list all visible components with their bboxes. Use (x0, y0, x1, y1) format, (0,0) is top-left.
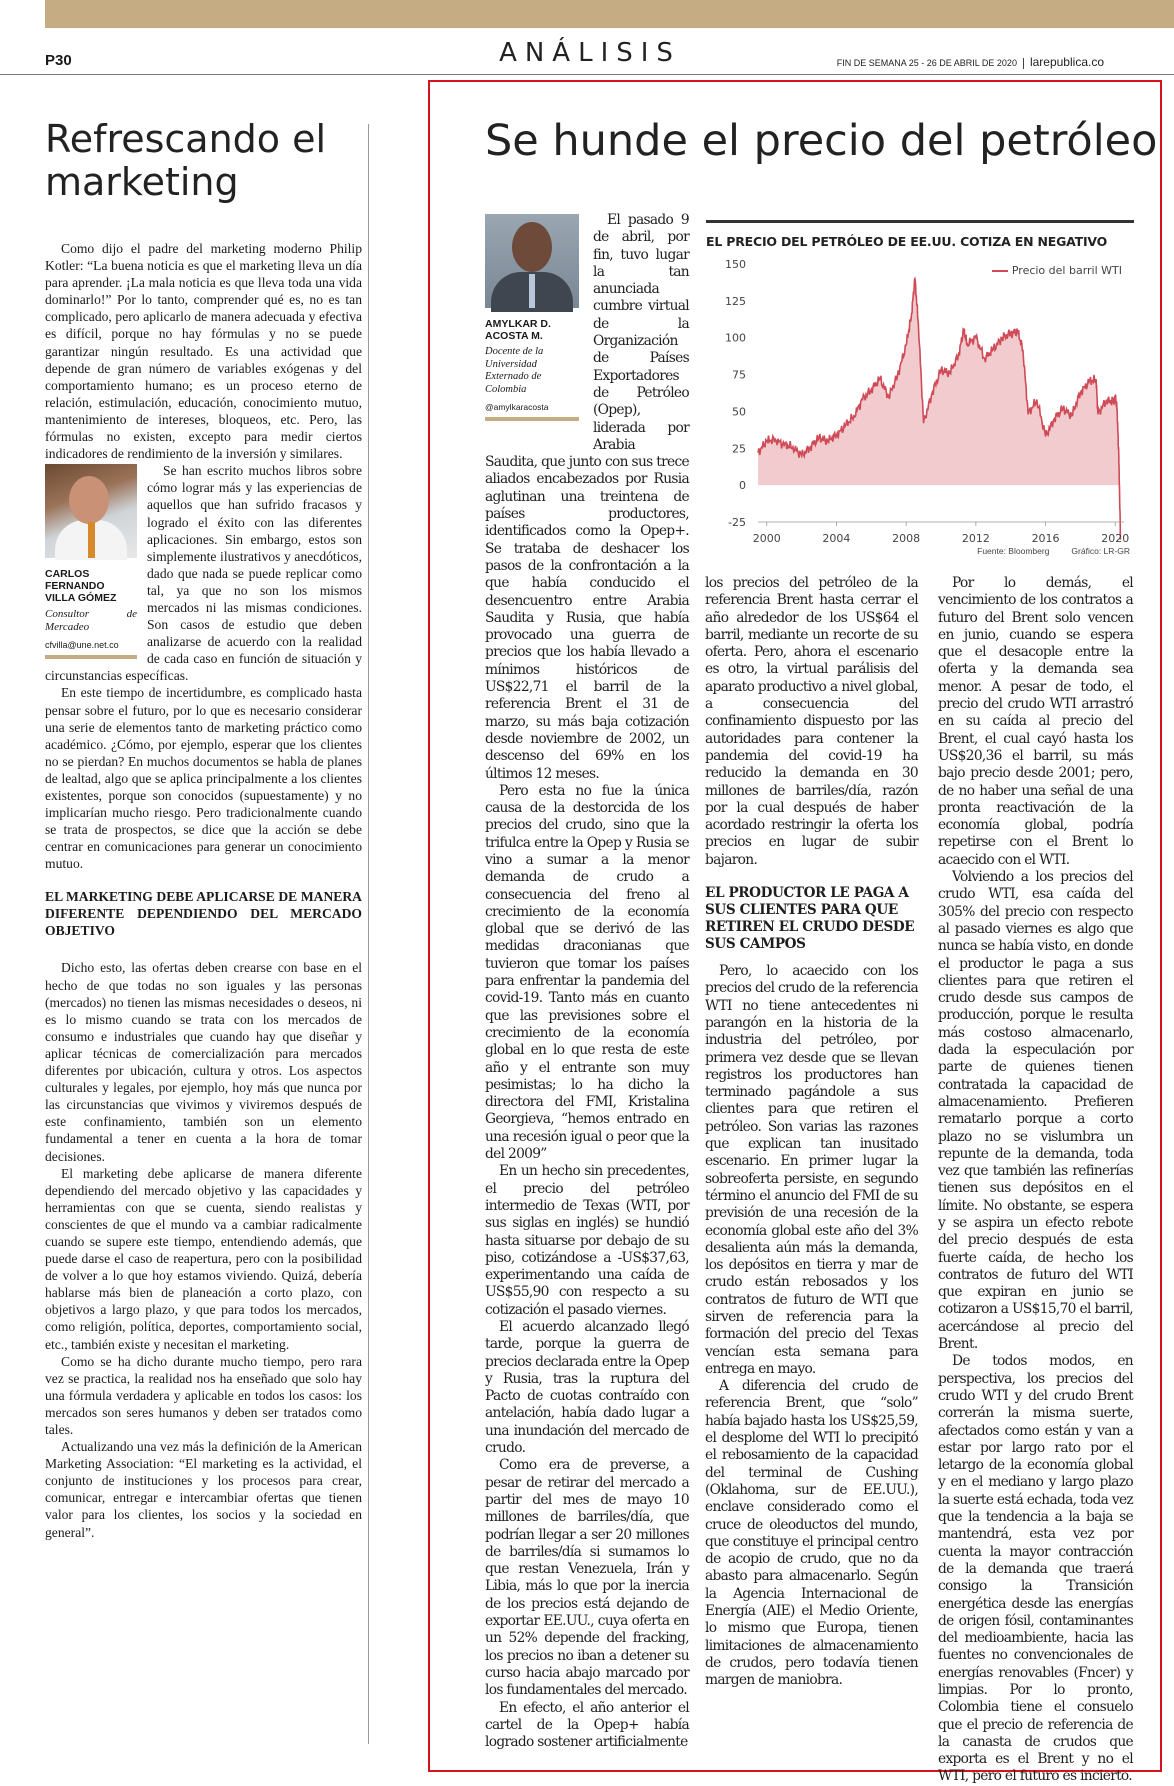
chart-top-rule (706, 220, 1134, 223)
right-subheading: EL PRODUCTOR LE PAGA A SUS CLIENTES PARA QUE RETIREN EL CRUDO DESDE SUS CAMPOS (705, 885, 915, 953)
left-author-box (45, 464, 137, 659)
paragraph: Como se ha dicho durante mucho tiempo, pero rara vez se practica, la realidad nos ha enseñado que solo hay una fórmula verdadera y aplicable en todos los casos: los mercados son seres humanos y deben ser tratados como tales. (45, 1353, 362, 1437)
author-accent-bar (45, 655, 137, 659)
paragraph: los precios del petróleo de la referencia Brent hasta cerrar el año alrededor de los US$64 el barril, mediante un recorte de su oferta. Pero, ahora el escenario es otro, la virtual parálisis del aparato productivo a nivel global, a consecuencia del confinamiento dispuesto por las autoridades para contener la pandemia del covid-19 ha reducido la demanda en 30 millones de barriles/día, razón por la cual después de haber acordado restringir la oferta los precios en lugar de subir bajaron. (705, 575, 918, 868)
y-tick-label: 100 (725, 331, 746, 345)
author-name: AMYLKAR D. ACOSTA M. (485, 318, 551, 342)
left-article-title: Refrescando el marketing (45, 117, 327, 204)
paragraph: El marketing debe aplicarse de manera diferente dependiendo del mercado objetivo y las capacidades y herramientas con que se cuenta, siendo realistas y conscientes de que el mundo va a cambiar radicalmente cuando se supere este tiempo, entendiendo además, que puede darse el caso de reapertura, pero con la posibilidad de volver a lo que hoy estamos viviendo. Quizá, debería hablarse más bien de planeación a corto plazo, con objetivos a largo plazo, y que para todos los mercados, como religión, política, deportes, comportamiento social, etc., también existe y necesitan el marketing. (45, 1165, 362, 1352)
paragraph: Por lo demás, el vencimiento de los contratos a futuro del Brent solo vencen en junio, cuando se espera que el desacople entre la oferta y la demanda sea menor. A pesar de todo, el precio del crudo WTI arrastró en su caída al precio del Brent, el cual cayó hasta los US$20,36 el barril, su más bajo precio desde 2001; pero, de no haber una señal de una pronta reactivación de la economía global, podría repetirse con el Brent lo acaecido con el WTI. (938, 575, 1133, 868)
right-article-column-3 (938, 575, 1133, 1785)
chart-source (977, 546, 1130, 556)
y-tick-label: -25 (728, 516, 746, 529)
page-number: P30 (45, 52, 72, 69)
chart-source-text: Fuente: Bloomberg (977, 546, 1050, 556)
x-tick-label: 2000 (752, 532, 781, 545)
x-tick-label: 2020 (1101, 532, 1130, 545)
paragraph: El pasado 9 de abril, por fin, tuvo lugar la tan anunciada cumbre virtual de la Organización de Países Exportadores de Petróleo (Opep), liderada por Arabia Saudita, que junto con sus trece aliados encabezados por Rusia aglutinan una treintena de países productores, identificados como la Opep+. Se trataba de deshacer los pasos de la confrontación a la que había conducido el desencuentro entre Arabia Saudita y Rusia, que había provocado una guerra de precios que los había llevado a mínimos históricos de US$22,71 el barril de la referencia Brent el 31 de marzo, su más baja cotización desde noviembre de 2002, un descenso del 69% en los últimos 12 meses. (485, 212, 689, 782)
paragraph: En este tiempo de incertidumbre, es complicado hasta pensar sobre el futuro, por lo que es necesario considerar una serie de elementos tanto de marketing práctico como académico. ¿Cómo, por ejemplo, esperar que los clientes no se pierdan? En muchos documentos se habla de planes de lealtad, algo que se aplica principalmente a los clientes existentes, porque son conocidos (supuestamente) y no implicarían mucho riesgo. Pero tradicionalmente cuando se trata de prospectos, se dice que la acción se debe centrar en comunicaciones para generar un conocimiento mutuo. (45, 685, 362, 872)
x-tick-label: 2008 (892, 532, 921, 545)
paragraph: Volviendo a los precios del crudo WTI, esa caída del 305% del precio con respecto al pasado viernes es algo que nunca se había visto, en donde el productor le paga a sus clientes para que retiren el crudo desde sus campos de producción, porque le resulta más costoso almacenarlo, dada la especulación por parte de quienes tienen contratada la capacidad de almacenamiento. Prefieren rematarlo porque a corto plazo no se vislumbra un repunte de la demanda, toda vez que también las refinerías tienen sus depósitos en el límite. No obstante, se espera y se aspira un efecto rebote del precio después de esta fuerte caída, de hecho los contratos de futuro del WTI que expiran en junio se cotizaron a US$15,70 el barril, acercándose al precio del Brent. (938, 869, 1133, 1353)
issue-date: FIN DE SEMANA 25 - 26 DE ABRIL DE 2020 (836, 58, 1017, 68)
paragraph: Dicho esto, las ofertas deben crearse con base en el hecho de que todas no son iguales y las personas (mercados) no tienen las mismas necesidades o deseos, ni es lo mismo cuando se trata con los mercados de consumo e industriales que cuando hay que diseñar y aplicar técnicas de comercialización para mercados diferentes por ubicación, cultura y otros. Los aspectos culturales y legales, por ejemplo, hoy más que nunca por las circunstancias que vivimos y viviremos después de este confinamiento, también son un elemento fundamental a tener en cuenta a la hora de tomar decisiones. (45, 960, 362, 1164)
x-tick-label: 2004 (822, 532, 851, 545)
legend-swatch (992, 270, 1008, 272)
left-subheading: EL MARKETING DEBE APLICARSE DE MANERA DIFERENTE DEPENDIENDO DEL MERCADO OBJETIVO (45, 889, 362, 939)
paragraph: En un hecho sin precedentes, el precio del petróleo intermedio de Texas (WTI, por sus siglas en inglés) se hundió hasta situarse por debajo de su piso, cotizándose a -US$37,63, experimentando una caída de US$55,90 con respecto a su cotización el pasado viernes. (485, 1163, 689, 1318)
author-role: Docente de la Universidad Externado de Colombia (485, 346, 544, 395)
dateline (837, 55, 1104, 69)
section-title: ANÁLISIS (499, 38, 681, 68)
paragraph: A diferencia del crudo de referencia Brent, que “solo” había bajado hasta los US$25,59, el desplome del WTI lo precipitó el rebosamiento de la capacidad del terminal de Cushing (Oklahoma, sur de EE.UU.), enclave considerado como el cruce de oleoductos del mundo, que constituye el principal centro de acopio de crudo, que no da abasto para almacenarlo. Según la Agencia Internacional de Energía (AIE) el Medio Oriente, lo mismo que Europa, tienen limitaciones de almacenamiento de crudos, pero todavía tienen margen de maniobra. (705, 1378, 918, 1689)
top-color-bar (45, 0, 1174, 28)
y-tick-label: 25 (732, 442, 746, 456)
chart-plot (706, 250, 1134, 545)
y-tick-label: 75 (732, 368, 746, 382)
paragraph: El acuerdo alcanzado llegó tarde, porque la guerra de precios declarada entre la Opep y Rusia, tras la ruptura del Pacto de cuotas contraído con antelación, había dado lugar a una inundación del mercado de crudo. (485, 1319, 689, 1457)
left-article-body (45, 240, 362, 1541)
paragraph: Pero esta no fue la única causa de la destorcida de los precios del crudo, sino que la trifulca entre la Opep y Rusia se vino a sumar a la menor demanda de crudo a consecuencia del freno al crecimiento de la economía global que se derivó de las medidas draconianas que tuvieron que tomar los países para enfrentar la pandemia del covid-19. Tanto más en cuanto que las previsiones sobre el crecimiento de la economía global en lo que resta de este año y el entrante son muy pesimistas; lo ha dicho la directora del FMI, Kristalina Georgieva, “hemos entrado en una recesión igual o peor que la del 2009” (485, 782, 689, 1163)
chart-legend (992, 264, 1122, 277)
paragraph: En efecto, el año anterior el cartel de la Opep+ había logrado sostener artificialmente (485, 1699, 689, 1751)
paragraph: Se han escrito muchos libros sobre cómo lograr más y las experiencias de aquellos que han sufrido fracasos y logrado el éxito con las diferentes aplicaciones. Sin embargo, estos son simplemente ilustrativos y anecdóticos, dado que nada se puede replicar como tal, ya que no son los mismos mercados ni las mismas condiciones. Son casos de estudio que deben analizarse de acuerdo con la realidad de cada caso en función de situación y circunstancias específicas. (45, 463, 362, 684)
dateline-separator (1023, 58, 1024, 69)
paragraph: Como dijo el padre del marketing moderno Philip Kotler: “La buena noticia es que el marketing lleva un día para aprender. ¡La mala noticia es que lleva toda una vida dominarlo!” Por lo tanto, comprender qué es, no es tan complicado, pero aplicarlo de manera adecuada y efectiva es difícil, porque no hay fórmulas y no se puede garantizar ningún resultado. Es una actividad que depende de gran número de variables exógenas y del comportamiento humano; es un proceso eterno de relación, estimulación, educación, conocimiento mutuo, mantenimiento de intereses, bloqueos, etc. Pero, las fórmulas no existen, excepto para medir ciertos indicadores de rendimiento de la inversión y similares. (45, 241, 362, 462)
y-tick-label: 0 (739, 479, 746, 493)
paragraph: Como era de preverse, a pesar de retirar del mercado a partir del mes de mayo 10 millones de barriles/día, que podrían llegar a ser 20 millones de barriles/día si sumamos lo que restan Venezuela, Irán y Libia, más lo que por la inercia de los precios está dejando de exportar EE.UU., cuya oferta en un 52% depende del fracking, los precios no iban a detener su curso hacia abajo marcado por los fundamentales del mercado. (485, 1457, 689, 1699)
left-article (45, 118, 362, 1541)
author-role: Consultor de Mercadeo (45, 608, 137, 634)
paragraph: Pero, lo acaecido con los precios del crudo de la referencia WTI no tiene antecedentes ni parangón en la historia de la industria del petróleo, por primera vez desde que se llevan registros los productores han terminado pagándole a sus clientes para que retiren el petróleo. Son varias las razones que explican tan inusitado escenario. En primer lugar la sobreoferta persiste, en segundo término el anuncio del FMI de su previsión de una recesión de la economía global este año del 3% desalienta aún más la demanda, los depósitos en tierra y mar de crudo están rebosados y los contratos de futuro de WTI que sirven de referencia para la formación del precio del Texas vencían esta semana para entrega en mayo. (705, 963, 918, 1377)
site-link[interactable]: larepublica.co (1029, 55, 1104, 69)
y-tick-label: 125 (725, 294, 746, 308)
header-rule (0, 74, 1174, 75)
y-tick-label: 50 (732, 405, 746, 419)
author-photo (45, 464, 137, 558)
y-tick-label: 150 (725, 258, 746, 271)
x-tick-label: 2012 (961, 532, 990, 545)
paragraph: De todos modos, en perspectiva, los precios del crudo WTI y del crudo Brent correrán la misma suerte, afectados como están y van a estar por largo rato por el letargo de la economía global y en el mediano y largo plazo la suerte está echada, toda vez que la tendencia a la baja se mantendrá, esta vez por cuenta la mayor contracción de la demanda que traerá consigo la Transición energética desde las energías de origen fósil, contaminantes del medioambiente, hacia las fuentes no convencionales de energías renovables (Fncer) y limpias. Por lo pronto, Colombia tiene el consuelo que el precio de referencia de la canasta de crudos que exporta es el Brent y no el WTI, pero el futuro es incierto. (938, 1353, 1133, 1785)
right-article-title: Se hunde el precio del petróleo (485, 116, 1158, 166)
oil-price-chart (706, 220, 1134, 558)
right-article-column-2 (705, 575, 918, 1750)
x-tick-label: 2016 (1031, 532, 1060, 545)
column-divider (368, 124, 369, 1744)
author-handle[interactable]: @amylkaracosta (485, 402, 549, 412)
paragraph: Actualizando una vez más la definición de la American Marketing Association: “El marketing es la actividad, el conjunto de instituciones y los procesos para crear, comunicar, entregar e intercambiar ofertas que tienen valor para los clientes, los socios y la sociedad en general”. (45, 1439, 362, 1540)
chart-credit: Gráfico: LR-GR (1071, 546, 1130, 556)
author-name: CARLOS FERNANDO VILLA GÓMEZ (45, 568, 117, 605)
right-article-column-1 (485, 212, 689, 1752)
author-email[interactable]: cfvilla@une.net.co (45, 640, 119, 651)
chart-title: EL PRECIO DEL PETRÓLEO DE EE.UU. COTIZA EN NEGATIVO (706, 234, 1108, 249)
legend-label: Precio del barril WTI (1011, 264, 1122, 277)
